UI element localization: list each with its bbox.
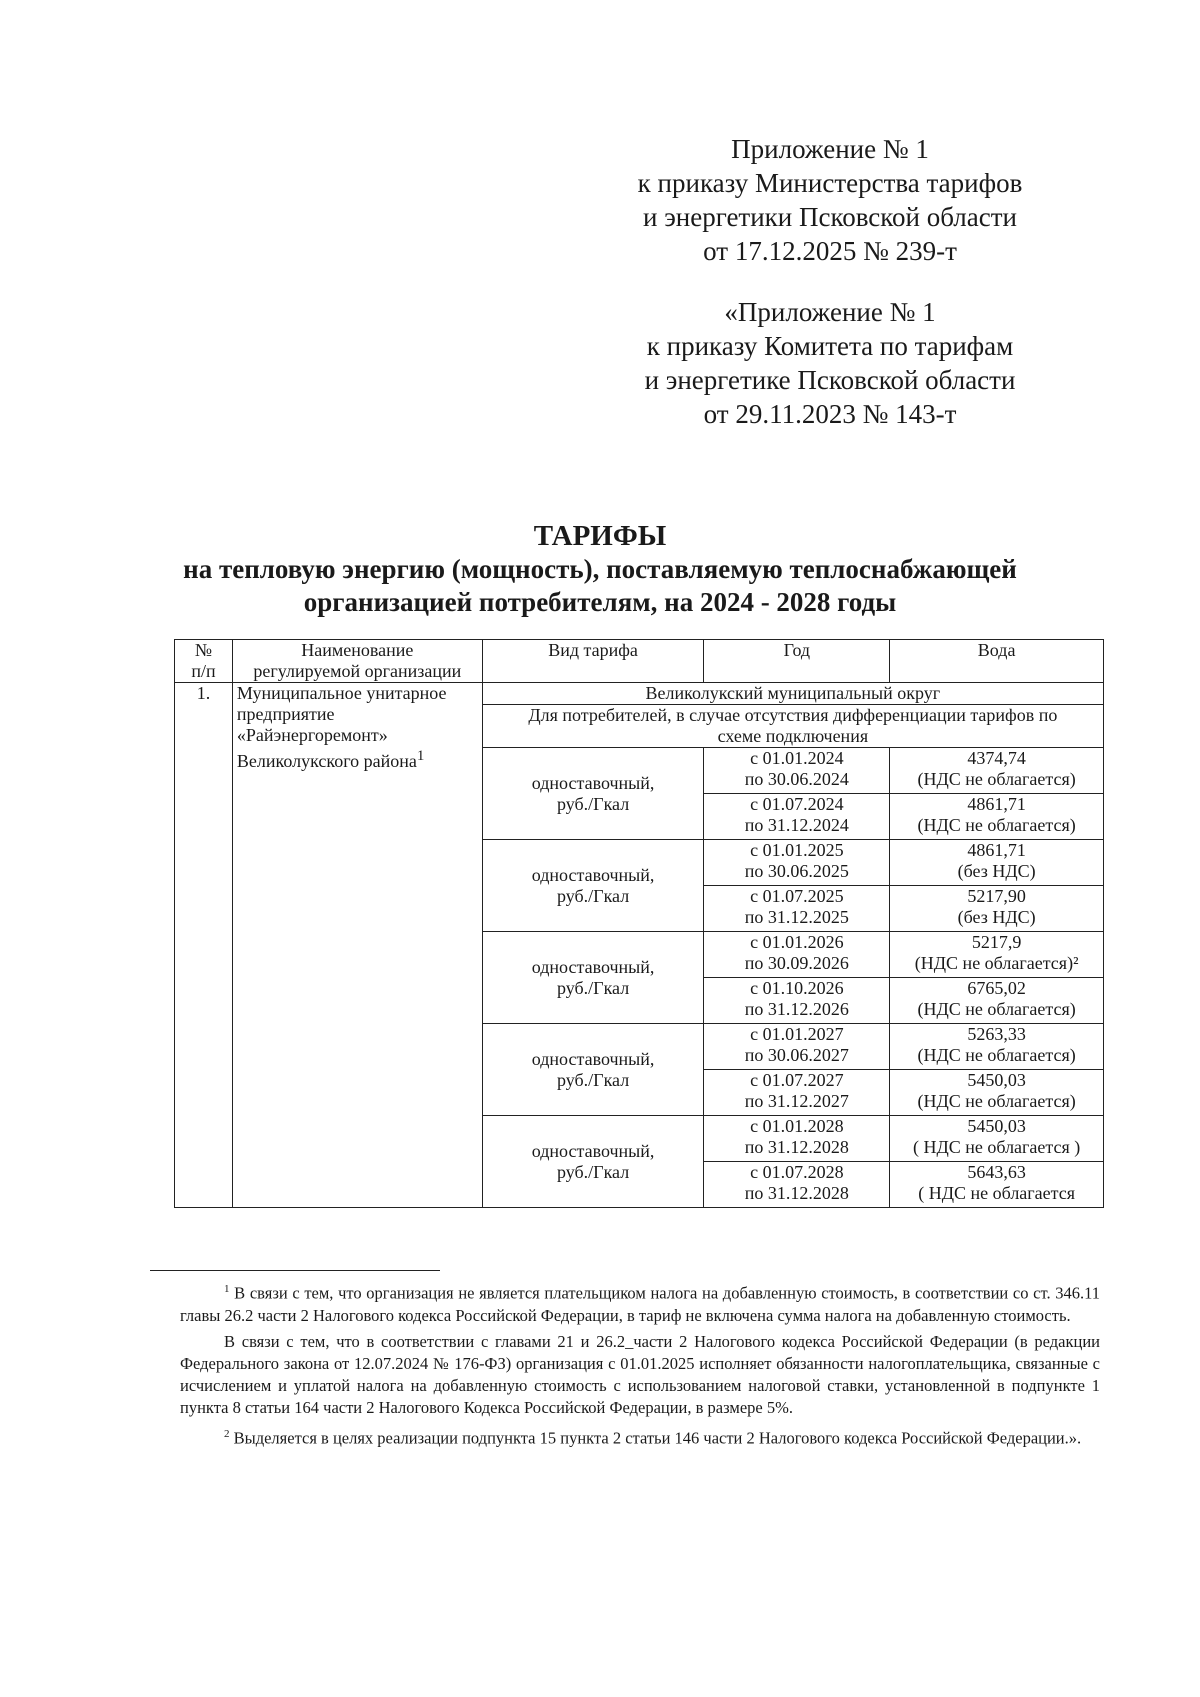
period-cell [704,748,890,794]
period-cell [704,1116,890,1162]
period-cell [704,932,890,978]
water-value: 5217,9 [971,932,1022,952]
header-org [232,640,482,683]
tariff-type-line1: одноставочный, [531,864,655,885]
title-line3: организацией потребителям, на 2024 - 2028 годы [303,587,897,617]
org-line2: предприятие [236,704,335,724]
title-line1: ТАРИФЫ [533,520,667,552]
appendix-current-line1: Приложение № 1 [731,134,929,164]
period-cell [704,1024,890,1070]
footnote-2 [180,1423,1100,1450]
header-num [175,640,233,683]
footnote-2-text: Выделяется в целях реализации подпункта 15 пункта 2 статьи 146 части 2 Налогового кодекса Российской Федерации.». [229,1428,1082,1447]
tariff-type-line2: руб./Гкал [556,793,630,814]
period-cell [704,794,890,840]
footnote-1-continuation: В связи с тем, что в соответствии с главами 21 и 26.2_части 2 Налогового кодекса Российской Федерации (в редакции Федерального закона от 12.07.2024 № 176-ФЗ) организация с 01.01.2025 исполняет обязанности налогоплательщика, связанные с исчислением и уплатой налога на добавленную стоимость с использованием налоговой ставки, установленной в подпункте 1 пункта 8 статьи 164 части 2 Налогового Кодекса Российской Федерации, в размере 5%. [180,1331,1100,1417]
appendix-current-header [560,132,1100,268]
period-to: по 30.06.2024 [744,769,849,789]
footnote-mark-1: 1 [416,748,425,764]
tariff-type-line2: руб./Гкал [556,977,630,998]
period-to: по 31.12.2025 [744,907,849,927]
tariff-type-cell [482,1024,704,1116]
water-value-cell [890,1070,1104,1116]
tariff-type-line2: руб./Гкал [556,1161,630,1182]
period-from: с 01.07.2028 [750,1162,844,1182]
tariff-type-cell [482,1116,704,1208]
district-name: Великолукский муниципальный округ [482,683,1103,705]
vat-note: ( НДС не облагается ) [912,1137,1081,1157]
header-water: Вода [890,640,1104,683]
header-tariff-type: Вид тарифа [482,640,704,683]
period-from: с 01.10.2026 [750,978,844,998]
row-number: 1. [175,683,233,1208]
district-row [175,683,1104,705]
org-line3: «Райэнергоремонт» [236,725,388,745]
org-line4 [237,746,478,772]
header-year: Год [704,640,890,683]
period-from: с 01.07.2024 [750,794,844,814]
period-cell [704,886,890,932]
water-value: 4861,71 [967,840,1026,860]
water-value: 5450,03 [967,1070,1026,1090]
period-from: с 01.01.2024 [750,748,844,768]
title-line2: на тепловую энергию (мощность), поставляемую теплоснабжающей [183,554,1017,584]
period-to: по 31.12.2024 [744,815,849,835]
water-value-cell [890,886,1104,932]
vat-note: (НДС не облагается) [917,1045,1076,1065]
period-cell [704,978,890,1024]
tariff-type-cell [482,840,704,932]
period-from: с 01.01.2025 [750,840,844,860]
period-to: по 31.12.2028 [744,1183,849,1203]
water-value: 5643,63 [967,1162,1026,1182]
appendix-current-line2: к приказу Министерства тарифов [637,168,1023,198]
footnote-1-mark: 1 [224,1283,230,1295]
vat-note: (без НДС) [957,861,1036,881]
vat-note: ( НДС не облагается [918,1183,1076,1203]
appendix-current-line4: от 17.12.2025 № 239-т [703,236,957,266]
appendix-previous-line4: от 29.11.2023 № 143-т [703,399,957,429]
period-to: по 31.12.2026 [744,999,849,1019]
tariff-type-line2: руб./Гкал [556,885,630,906]
water-value-cell [890,978,1104,1024]
period-from: с 01.01.2028 [750,1116,844,1136]
appendix-current-line3: и энергетики Псковской области [643,202,1017,232]
tariff-type-line1: одноставочный, [531,956,655,977]
period-to: по 31.12.2028 [744,1137,849,1157]
vat-note: (без НДС) [957,907,1036,927]
footnote-1 [180,1278,1100,1327]
tariff-type-line1: одноставочный, [531,1048,655,1069]
period-from: с 01.07.2027 [750,1070,844,1090]
vat-note: (НДС не облагается) [917,1091,1076,1111]
water-value: 6765,02 [967,978,1026,998]
period-from: с 01.07.2025 [750,886,844,906]
tariff-type-line1: одноставочный, [531,772,655,793]
vat-note: (НДС не облагается) [917,769,1076,789]
period-to: по 31.12.2027 [744,1091,849,1111]
header-num-line1: № [194,640,213,660]
document-title [100,520,1100,619]
water-value-cell [890,748,1104,794]
tariff-table [174,639,1104,1208]
org-line4-text: Великолукского района [236,751,417,771]
footnote-divider [150,1270,440,1271]
water-value-cell [890,1116,1104,1162]
consumers-description: Для потребителей, в случае отсутствия дифференциации тарифов по схеме подключения [482,705,1103,748]
period-to: по 30.09.2026 [744,953,849,973]
period-cell [704,1070,890,1116]
footnote-1-text: В связи с тем, что организация не является плательщиком налога на добавленную стоимость, в соответствии со ст. 346.11 главы 26.2 части 2 Налогового кодекса Российской Федерации, в тариф не включена сумма налога на добавленную стоимость. [180,1283,1100,1325]
tariff-type-line1: одноставочный, [531,1140,655,1161]
period-from: с 01.01.2026 [750,932,844,952]
vat-note: (НДС не облагается) [917,815,1076,835]
water-value-cell [890,932,1104,978]
appendix-previous-header [560,295,1100,431]
water-value: 4861,71 [967,794,1026,814]
appendix-previous-line1: «Приложение № 1 [724,297,936,327]
water-value: 4374,74 [967,748,1026,768]
water-value-cell [890,1024,1104,1070]
water-value-cell [890,794,1104,840]
appendix-previous-line2: к приказу Комитета по тарифам [646,331,1014,361]
appendix-previous-line3: и энергетике Псковской области [644,365,1016,395]
water-value: 5450,03 [967,1116,1026,1136]
period-cell [704,1162,890,1208]
water-value-cell [890,840,1104,886]
tariff-type-line2: руб./Гкал [556,1069,630,1090]
vat-note: (НДС не облагается) [917,999,1076,1019]
header-org-line1: Наименование [301,640,414,660]
period-to: по 30.06.2027 [744,1045,849,1065]
period-cell [704,840,890,886]
header-org-line2: регулируемой организации [253,661,462,681]
header-num-line2: п/п [191,661,216,681]
tariff-type-cell [482,748,704,840]
organization-name [232,683,482,1208]
footnotes [180,1278,1100,1453]
water-value: 5263,33 [967,1024,1026,1044]
tariff-type-cell [482,932,704,1024]
period-from: с 01.01.2027 [750,1024,844,1044]
water-value: 5217,90 [967,886,1026,906]
water-value-cell [890,1162,1104,1208]
footnote-2-mark: 2 [224,1427,230,1440]
period-to: по 30.06.2025 [744,861,849,881]
vat-note: (НДС не облагается)² [914,953,1079,973]
table-header-row [175,640,1104,683]
org-line1: Муниципальное унитарное [236,683,447,703]
